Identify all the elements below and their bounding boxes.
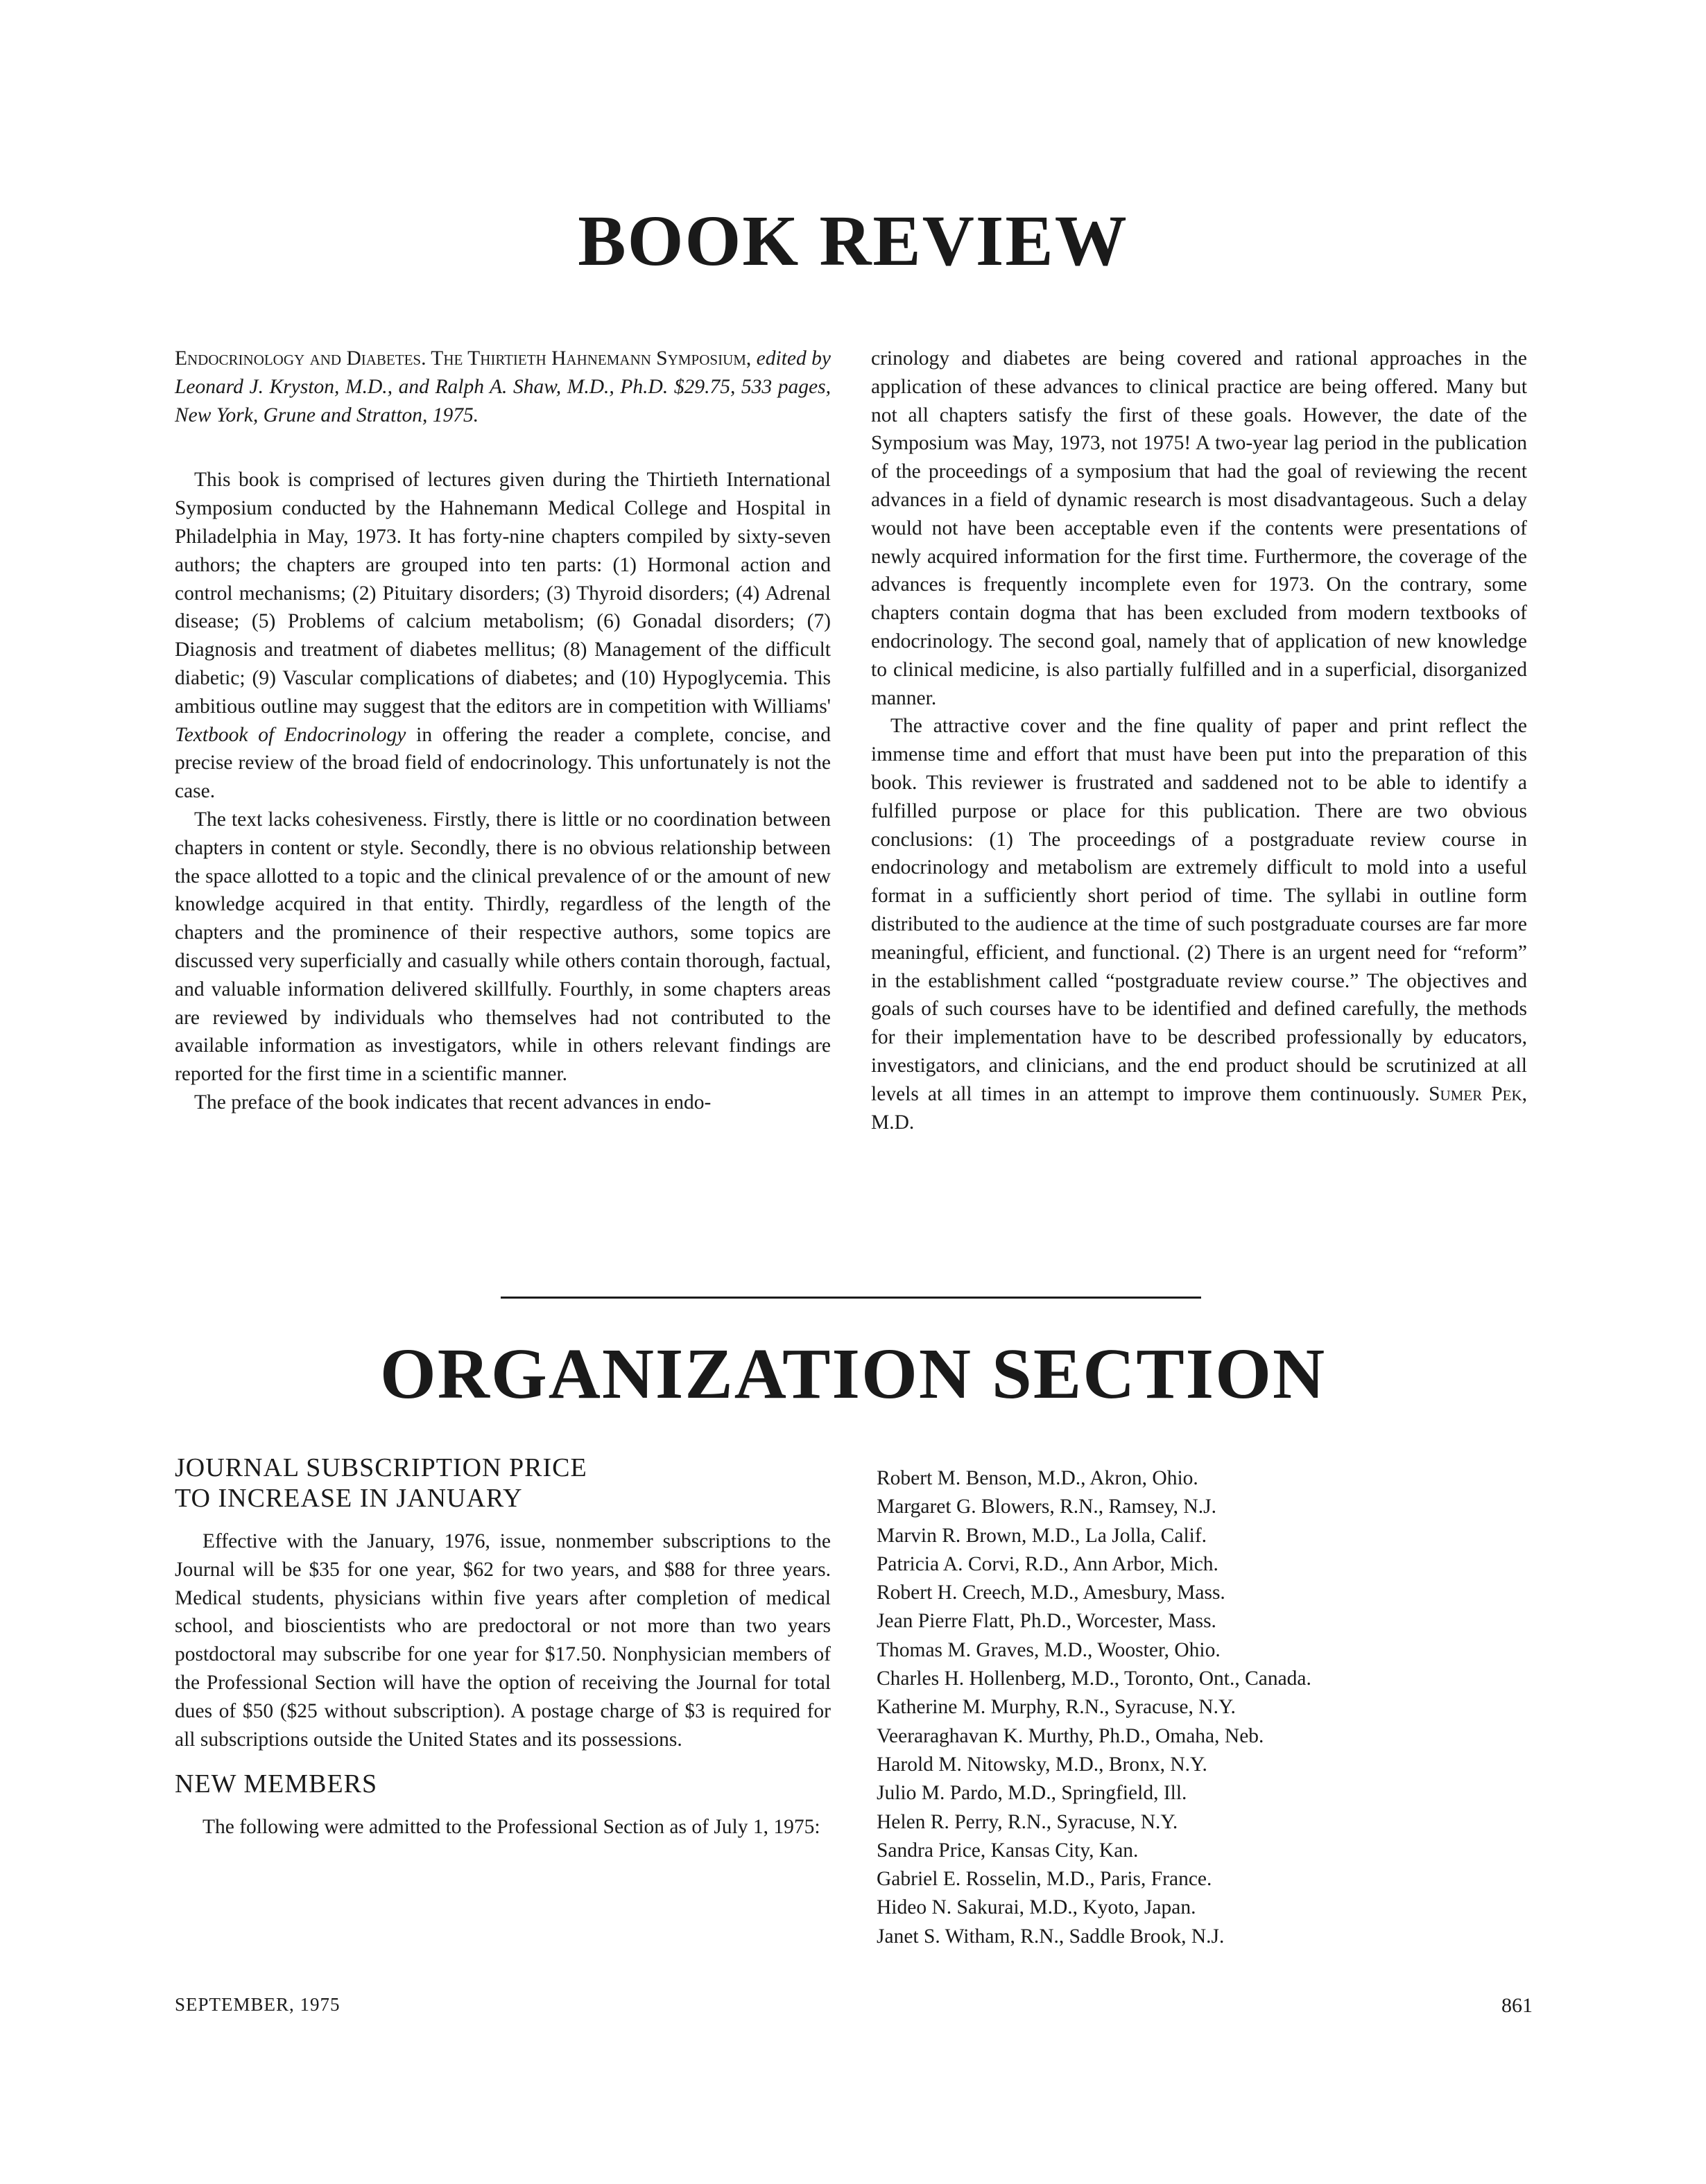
new-members-heading: NEW MEMBERS [175,1769,378,1799]
citation-title: Endocrinology and Diabetes. The Thirtieth Hahnemann Symposium, [175,347,752,370]
review-paragraph-3-continued: crinology and diabetes are being covered and rational approaches in the application of these advances to clinical practice are being offered. Many but not all chapters satisfy the first of these goals. However, the date of the Symposium was May, 1973, not 1975! A two-year lag period in the publication of the proceedings of a symposium that had the goal of reviewing the recent advances in a field of dynamic research is most disadvantageous. Such a delay would not have been acceptable even if the contents were presentations of newly acquired information for the first time. Furthermore, the coverage of the advances is frequently incomplete even for 1973. On the contrary, some chapters contain dogma that has been excluded from modern textbooks of endocrinology. The second goal, namely that of application of new knowledge to clinical medicine, is also partially fulfilled and in a superficial, disorganized manner. [871,347,1527,709]
review-paragraph-1: This book is comprised of lectures given during the Thirtieth International Symposium conducted by the Hahnemann Medical College and Hospital in Philadelphia in May, 1973. It has forty-nine chapters compiled by sixty-seven authors; the chapters are grouped into ten parts: (1) Hormonal action and control mechanisms; (2) Pituitary disorders; (3) Thyroid disorders; (4) Adrenal disease; (5) Problems of calcium metabolism; (6) Gonadal disorders; (7) Diagnosis and treatment of diabetes mellitus; (8) Management of the difficult diabetic; (9) Vascular complications of diabetes; and (10) Hypoglycemia. This ambitious outline may suggest that the editors are in competition with Williams' Textbook of Endocrinology in offering the reader a complete, concise, and precise review of the broad field of endocrinology. This unfortunately is not the case. [175,469,832,803]
list-item: Janet S. Witham, R.N., Saddle Brook, N.J. [877,1925,1225,1948]
list-item: Gabriel E. Rosselin, M.D., Paris, France. [877,1868,1212,1891]
list-item: Harold M. Nitowsky, M.D., Bronx, N.Y. [877,1753,1207,1776]
list-item: Katherine M. Murphy, R.N., Syracuse, N.Y. [877,1696,1236,1719]
review-paragraph-4: The attractive cover and the fine quality of paper and print reflect the immense time and effort that must have been put into the preparation of this book. This reviewer is frustrated and saddened not to be able to identify a fulfilled purpose or place for this publication. There are two obvious conclusions: (1) The proceedings of a postgraduate review course in endocrinology and metabolism are extremely difficult to mold into a useful format in a sufficiently short period of time. The syllabi in outline form distributed to the audience at the time of such postgraduate courses are far more meaningful, efficient, and functional. (2) There is an urgent need for “reform” in the establishment called “postgraduate review course.” The objectives and goals of such courses have to be identified and defined carefully, the methods for their implementation have to be described professionally by educators, investigators, and clinicians, and the end product should be scrutinized at all levels at all times in an attempt to improve them continuously. Sumer Pek, M.D. [871,715,1528,1134]
list-item: Veeraraghavan K. Murthy, Ph.D., Omaha, Neb. [877,1724,1264,1747]
book-citation [175,345,831,429]
organization-section-heading: ORGANIZATION SECTION [379,1334,1327,1414]
list-item: Julio M. Pardo, M.D., Springfield, Ill. [877,1782,1187,1805]
list-item: Charles H. Hollenberg, M.D., Toronto, Ont., Canada. [877,1667,1311,1690]
list-item: Patricia A. Corvi, R.D., Ann Arbor, Mich. [877,1552,1218,1575]
organization-column-left [175,1453,831,1841]
new-members-intro: The following were admitted to the Professional Section as of July 1, 1975: [203,1816,820,1839]
page-number: 861 [1501,1994,1533,2017]
book-review-heading: BOOK REVIEW [578,201,1128,281]
list-item: Jean Pierre Flatt, Ph.D., Worcester, Mass. [877,1610,1216,1633]
review-column-right [871,345,1527,1136]
new-members-list [877,1464,1311,1951]
list-item: Hideo N. Sakurai, M.D., Kyoto, Japan. [877,1896,1196,1919]
footer-date: SEPTEMBER, 1975 [175,1994,341,2015]
reviewer-signature: Sumer Pek, M.D. [871,1082,1528,1134]
list-item: Robert M. Benson, M.D., Akron, Ohio. [877,1467,1198,1489]
list-item: Sandra Price, Kansas City, Kan. [877,1839,1139,1862]
review-column-left [175,345,831,1117]
review-paragraph-3-start: The preface of the book indicates that recent advances in endo- [194,1091,712,1113]
subscription-text: Effective with the January, 1976, issue, nonmember subscriptions to the Journal will be $35 for one year, $62 for two years, and $88 for three years. Medical students, physicians within five years after completion of medical school, and bioscientists who are predoctoral or not more than two years postdoctoral may subscribe for one year for $17.50. Nonphysician members of the Professional Section will have the option of receiving the Journal for total dues of $50 ($25 without subscription). A postage charge of $3 is required for all subscriptions outside the United States and its possessions. [175,1530,831,1751]
list-item: Robert H. Creech, M.D., Amesbury, Mass. [877,1581,1225,1604]
textbook-title: Textbook of Endocrinology [175,723,406,746]
subscription-heading: JOURNAL SUBSCRIPTION PRICE TO INCREASE IN JANUARY [175,1453,587,1513]
review-paragraph-2: The text lacks cohesiveness. Firstly, there is little or no coordination between chapters in content or style. Secondly, there is no obvious relationship between the space allotted to a topic and the clinical prevalence of or the amount of new knowledge acquired in that entity. Thirdly, regardless of the length of the chapters and the prominence of their respective authors, some topics are discussed very superficially and casually while others contain thorough, factual, and valuable information delivered skillfully. Fourthly, in some chapters areas are reviewed by individuals who themselves had not contributed to the available information as investigators, while in others relevant findings are reported for the first time in a scientific manner. [175,808,831,1086]
section-divider [501,1297,1201,1299]
citation-details: edited by Leonard J. Kryston, M.D., and Ralph A. Shaw, M.D., Ph.D. $29.75, 533 pages, New York, Grune and Stratton, 1975. [175,347,831,426]
list-item: Marvin R. Brown, M.D., La Jolla, Calif. [877,1524,1207,1547]
list-item: Thomas M. Graves, M.D., Wooster, Ohio. [877,1638,1221,1661]
list-item: Helen R. Perry, R.N., Syracuse, N.Y. [877,1810,1178,1833]
list-item: Margaret G. Blowers, R.N., Ramsey, N.J. [877,1496,1216,1518]
